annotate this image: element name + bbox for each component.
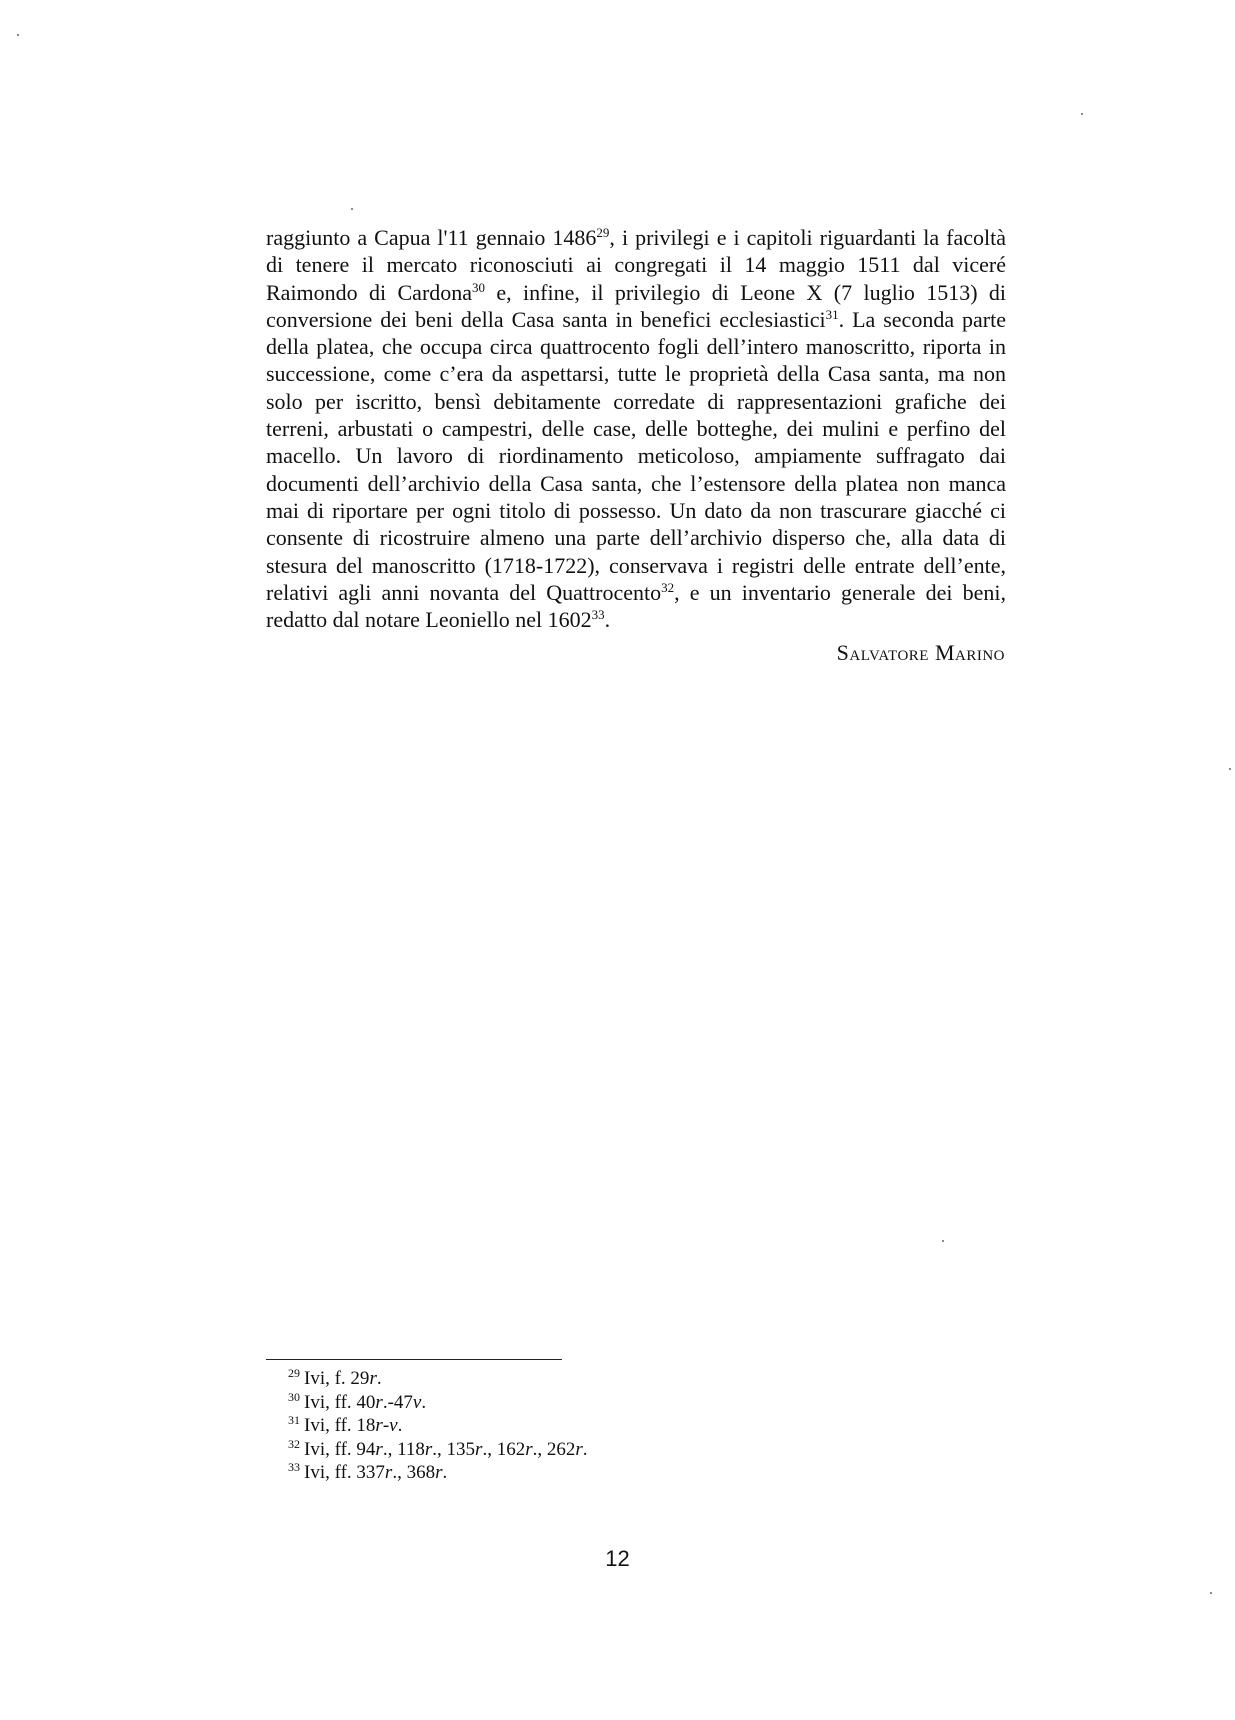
footnote-text: Ivi, ff. 18r-v. <box>304 1415 403 1436</box>
body-text-run: e, infine, il privilegio di Leone X (7 luglio 1513) di conversione dei beni della Casa santa in benefici ecclesiastici <box>266 279 1006 332</box>
body-text-run: , i privilegi e i capitoli riguardanti la facoltà di tenere il mercato riconosciuti ai congregati il 14 maggio 1511 dal viceré Raimondo di Cardona <box>266 225 1007 305</box>
scan-speck <box>942 1240 944 1242</box>
footnote-text: Ivi, ff. 337r., 368r. <box>304 1462 448 1483</box>
footnote-item <box>288 1414 588 1438</box>
page-number: 12 <box>605 1546 630 1571</box>
footnote-reference: 29 <box>596 225 610 241</box>
footnote-text: Ivi, ff. 94r., 118r., 135r., 162r., 262r. <box>304 1438 588 1460</box>
footnote-number: 33 <box>288 1460 300 1475</box>
footnote-number: 31 <box>288 1413 300 1428</box>
scan-speck <box>17 34 19 36</box>
footnote-item <box>288 1367 588 1391</box>
scan-speck <box>351 208 353 210</box>
body-text-run: . <box>604 607 611 633</box>
footnote-reference: 31 <box>825 307 839 323</box>
footnote-number: 30 <box>288 1389 300 1404</box>
footnote-reference: 30 <box>472 279 486 295</box>
author-signature: Salvatore Marino <box>836 640 1005 665</box>
footnote-number: 32 <box>288 1436 300 1451</box>
footnote-separator <box>266 1359 562 1360</box>
footnotes <box>288 1367 588 1485</box>
footnote-text: Ivi, f. 29r. <box>304 1368 382 1389</box>
footnote-item <box>288 1461 588 1485</box>
footnote-item <box>288 1391 588 1415</box>
footnote-number: 29 <box>288 1366 300 1381</box>
footnote-reference: 33 <box>591 607 605 623</box>
footnote-text: Ivi, ff. 40r.-47v. <box>304 1391 427 1413</box>
scan-speck <box>1210 1592 1212 1594</box>
body-text-run: , e un inventario generale dei beni, redatto dal notare Leoniello nel 1602 <box>266 579 1006 633</box>
scan-speck <box>1229 768 1231 770</box>
footnote-reference: 32 <box>661 580 675 596</box>
body-paragraph <box>266 224 1006 633</box>
footnote-item <box>288 1438 588 1462</box>
body-text-run: raggiunto a Capua l'11 gennaio 1486 <box>266 225 597 250</box>
scan-speck <box>1081 113 1083 115</box>
body-text-run: . La seconda parte della platea, che occupa circa quattrocento fogli dell’intero manoscritto, riporta in successione, come c’era da aspettarsi, tutte le proprietà della Casa santa, ma non solo per iscritto, bensì debitamente corredate di rappresentazioni grafiche dei terreni, arbustati o campestri, delle case, delle botteghe, dei mulini e perfino del macello. Un lavoro di riordinamento meticoloso, ampiamente suffragato dai documenti dell’archivio della Casa santa, che l’estensore della platea non manca mai di riportare per ogni titolo di possesso. Un dato da non trascurare giacché ci consente di ricostruire almeno una parte dell’archivio disperso che, alla data di stesura del manoscritto (1718-1722), conservava i registri delle entrate dell’ente, relativi agli anni novanta del Quattrocento <box>266 306 1007 605</box>
